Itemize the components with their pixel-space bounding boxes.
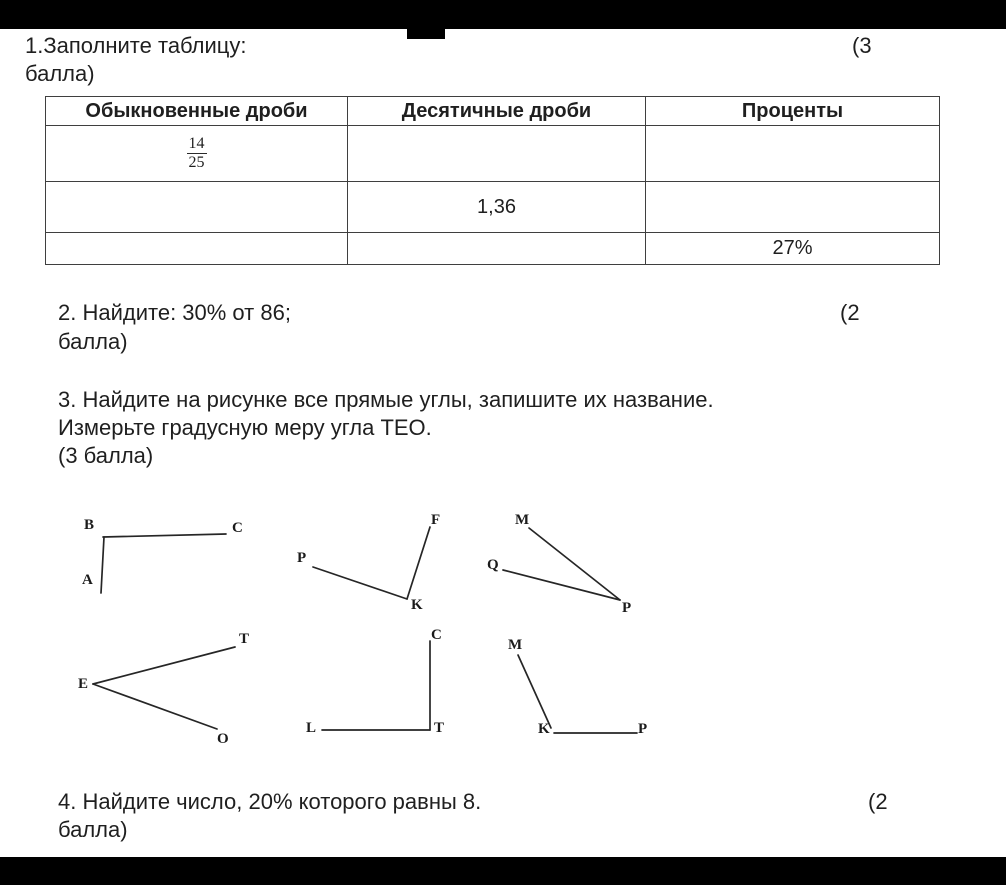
angle-figure-3 bbox=[487, 512, 631, 616]
ray-k-p bbox=[313, 567, 407, 599]
empty-cell bbox=[348, 233, 646, 265]
cell-percent: 27% bbox=[646, 233, 940, 265]
task2-points-cont: балла) bbox=[58, 329, 128, 354]
point-label: P bbox=[297, 550, 307, 566]
point-label: P bbox=[622, 600, 632, 616]
point-label: K bbox=[538, 721, 550, 737]
empty-cell bbox=[348, 126, 646, 182]
empty-cell bbox=[646, 126, 940, 182]
point-label: B bbox=[84, 517, 95, 533]
point-label: C bbox=[232, 520, 243, 536]
point-label: Q bbox=[487, 557, 499, 573]
point-label: E bbox=[78, 676, 89, 692]
empty-cell bbox=[646, 182, 940, 233]
cropped-text-fragment bbox=[407, 28, 445, 39]
angle-figure-6 bbox=[508, 637, 647, 737]
point-label: A bbox=[82, 572, 93, 588]
table-header-row bbox=[46, 97, 940, 126]
empty-cell bbox=[46, 182, 348, 233]
cell-fraction bbox=[46, 126, 348, 182]
task2-points-open: (2 bbox=[840, 300, 860, 325]
ray-k-f bbox=[407, 527, 430, 599]
fraction-14-25 bbox=[187, 135, 207, 173]
task3-line2: Измерьте градусную меру угла ТЕО. bbox=[58, 415, 432, 440]
ray-b-a bbox=[101, 537, 104, 593]
point-label: L bbox=[306, 720, 317, 736]
point-label: M bbox=[515, 512, 530, 528]
angle-figure-5 bbox=[306, 627, 444, 736]
task3-line1: 3. Найдите на рисунке все прямые углы, запишите их название. bbox=[58, 387, 714, 412]
ray-b-c bbox=[103, 534, 226, 537]
task4-points-open: (2 bbox=[868, 789, 888, 814]
point-label: T bbox=[239, 631, 250, 647]
point-label: O bbox=[217, 731, 229, 747]
angle-figure-1 bbox=[82, 517, 243, 593]
header-decimal-fractions: Десятичные дроби bbox=[348, 97, 646, 126]
task2-title: 2. Найдите: 30% от 86; bbox=[58, 300, 291, 325]
ray-e-t bbox=[93, 647, 235, 684]
task1-points-open: (3 bbox=[852, 33, 872, 58]
angle-figure-4 bbox=[78, 631, 249, 747]
task4-title: 4. Найдите число, 20% которого равны 8. bbox=[58, 789, 482, 814]
task1-points-cont: балла) bbox=[25, 61, 95, 86]
top-letterbox-bar bbox=[0, 0, 1006, 29]
header-common-fractions: Обыкновенные дроби bbox=[46, 97, 348, 126]
task1-title: 1.Заполните таблицу: bbox=[25, 33, 247, 58]
fraction-numerator: 14 bbox=[187, 135, 207, 154]
task4-points-cont: балла) bbox=[58, 817, 128, 842]
point-label: F bbox=[431, 512, 441, 528]
conversion-table bbox=[45, 96, 940, 265]
table-row bbox=[46, 126, 940, 182]
bottom-letterbox-bar bbox=[0, 857, 1006, 885]
ray-p-q bbox=[503, 570, 620, 600]
point-label: C bbox=[431, 627, 442, 643]
angle-figure-2 bbox=[297, 512, 440, 613]
fraction-denominator: 25 bbox=[188, 154, 205, 171]
ray-e-o bbox=[93, 684, 217, 729]
table-row bbox=[46, 182, 940, 233]
cell-decimal: 1,36 bbox=[348, 182, 646, 233]
point-label: M bbox=[508, 637, 523, 653]
empty-cell bbox=[46, 233, 348, 265]
point-label: P bbox=[638, 721, 648, 737]
angles-figure bbox=[0, 490, 1006, 775]
task3-points: (3 балла) bbox=[58, 443, 154, 468]
point-label: K bbox=[411, 597, 423, 613]
point-label: T bbox=[434, 720, 445, 736]
header-percents: Проценты bbox=[646, 97, 940, 126]
ray-k-m bbox=[518, 655, 551, 728]
table-row bbox=[46, 233, 940, 265]
